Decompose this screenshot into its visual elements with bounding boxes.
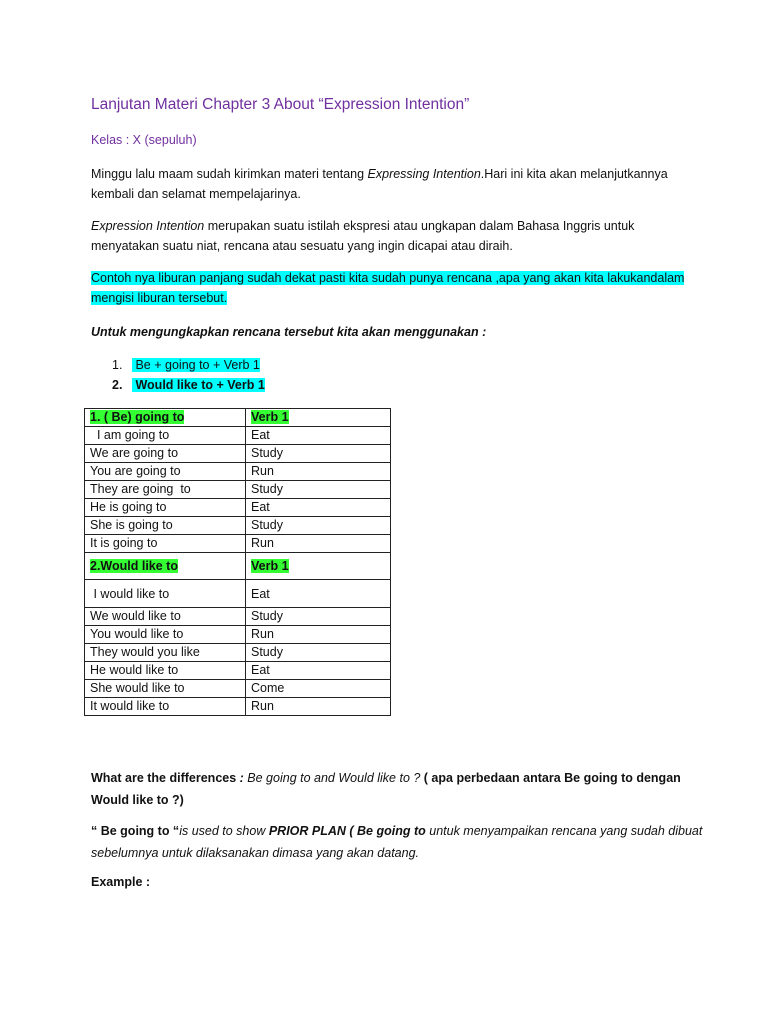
- table-row: [85, 445, 391, 463]
- pattern-list: [112, 355, 265, 395]
- verb-cell: Eat: [246, 499, 391, 517]
- table-row: [85, 626, 391, 644]
- table-row: [85, 481, 391, 499]
- table-row: [85, 608, 391, 626]
- subject-cell: 2.Would like to: [85, 553, 246, 580]
- subject-cell: You are going to: [85, 463, 246, 481]
- subject-cell: She is going to: [85, 517, 246, 535]
- question-paragraph: What are the differences : Be going to and Would like to ? ( apa perbedaan antara Be going to dengan Would like to ?): [91, 771, 681, 807]
- subject-cell: She would like to: [85, 680, 246, 698]
- verb-cell: Run: [246, 535, 391, 553]
- subject-cell: They are going to: [85, 481, 246, 499]
- table-row: [85, 463, 391, 481]
- verb-cell: Run: [246, 626, 391, 644]
- verb-cell: Verb 1: [246, 553, 391, 580]
- verb-cell: Study: [246, 608, 391, 626]
- table-header-row: 1. ( Be) going to Verb 1: [85, 409, 391, 427]
- examples-table: [84, 408, 391, 716]
- verb-cell: Study: [246, 445, 391, 463]
- table-row: [85, 680, 391, 698]
- verb-cell: Study: [246, 644, 391, 662]
- explanation-paragraph: “ Be going to “is used to show PRIOR PLAN ( Be going to untuk menyampaikan rencana yang sudah dibuat sebelumnya untuk dilaksanakan dimasa yang akan datang.: [91, 824, 703, 860]
- subject-cell: I would like to: [85, 580, 246, 608]
- table-row: [85, 698, 391, 716]
- example-paragraph: [91, 268, 691, 308]
- subject-cell: I am going to: [85, 427, 246, 445]
- list-item: 2. Would like to + Verb 1: [112, 378, 265, 392]
- verb-cell: Eat: [246, 427, 391, 445]
- table-row: [85, 662, 391, 680]
- class-label: Kelas : X (sepuluh): [91, 133, 197, 147]
- usage-intro: Untuk mengungkapkan rencana tersebut kita akan menggunakan :: [91, 325, 487, 339]
- verb-cell: Study: [246, 517, 391, 535]
- table-row: [85, 427, 391, 445]
- table-row: [85, 499, 391, 517]
- highlighted-text: Contoh nya liburan panjang sudah dekat pasti kita sudah punya rencana ,apa yang akan kita lakukandalam mengisi liburan tersebut.: [91, 271, 685, 305]
- verb-cell: Eat: [246, 580, 391, 608]
- example-heading: Example :: [91, 875, 151, 889]
- verb-cell: Run: [246, 463, 391, 481]
- subject-cell: We are going to: [85, 445, 246, 463]
- subject-cell: They would you like: [85, 644, 246, 662]
- subject-cell: It would like to: [85, 698, 246, 716]
- intro-paragraph: Minggu lalu maam sudah kirimkan materi tentang Expressing Intention.Hari ini kita akan melanjutkannya kembali dan selamat mempelajarinya.: [91, 167, 668, 201]
- subject-cell: He is going to: [85, 499, 246, 517]
- verb-cell: Eat: [246, 662, 391, 680]
- document-title: Lanjutan Materi Chapter 3 About “Expression Intention”: [91, 96, 470, 113]
- verb-cell: Come: [246, 680, 391, 698]
- verb-cell: Study: [246, 481, 391, 499]
- list-item: 1. Be + going to + Verb 1: [112, 358, 260, 372]
- table-row: [85, 535, 391, 553]
- subject-cell: It is going to: [85, 535, 246, 553]
- subject-cell: You would like to: [85, 626, 246, 644]
- table-row: [85, 644, 391, 662]
- verb-cell: Run: [246, 698, 391, 716]
- subject-cell: We would like to: [85, 608, 246, 626]
- table-header-row: [85, 553, 391, 580]
- definition-paragraph: Expression Intention merupakan suatu istilah ekspresi atau ungkapan dalam Bahasa Inggris untuk menyatakan suatu niat, rencana atau sesuatu yang ingin dicapai atau diraih.: [91, 219, 635, 253]
- subject-cell: He would like to: [85, 662, 246, 680]
- table-row: [85, 517, 391, 535]
- table-row: [85, 580, 391, 608]
